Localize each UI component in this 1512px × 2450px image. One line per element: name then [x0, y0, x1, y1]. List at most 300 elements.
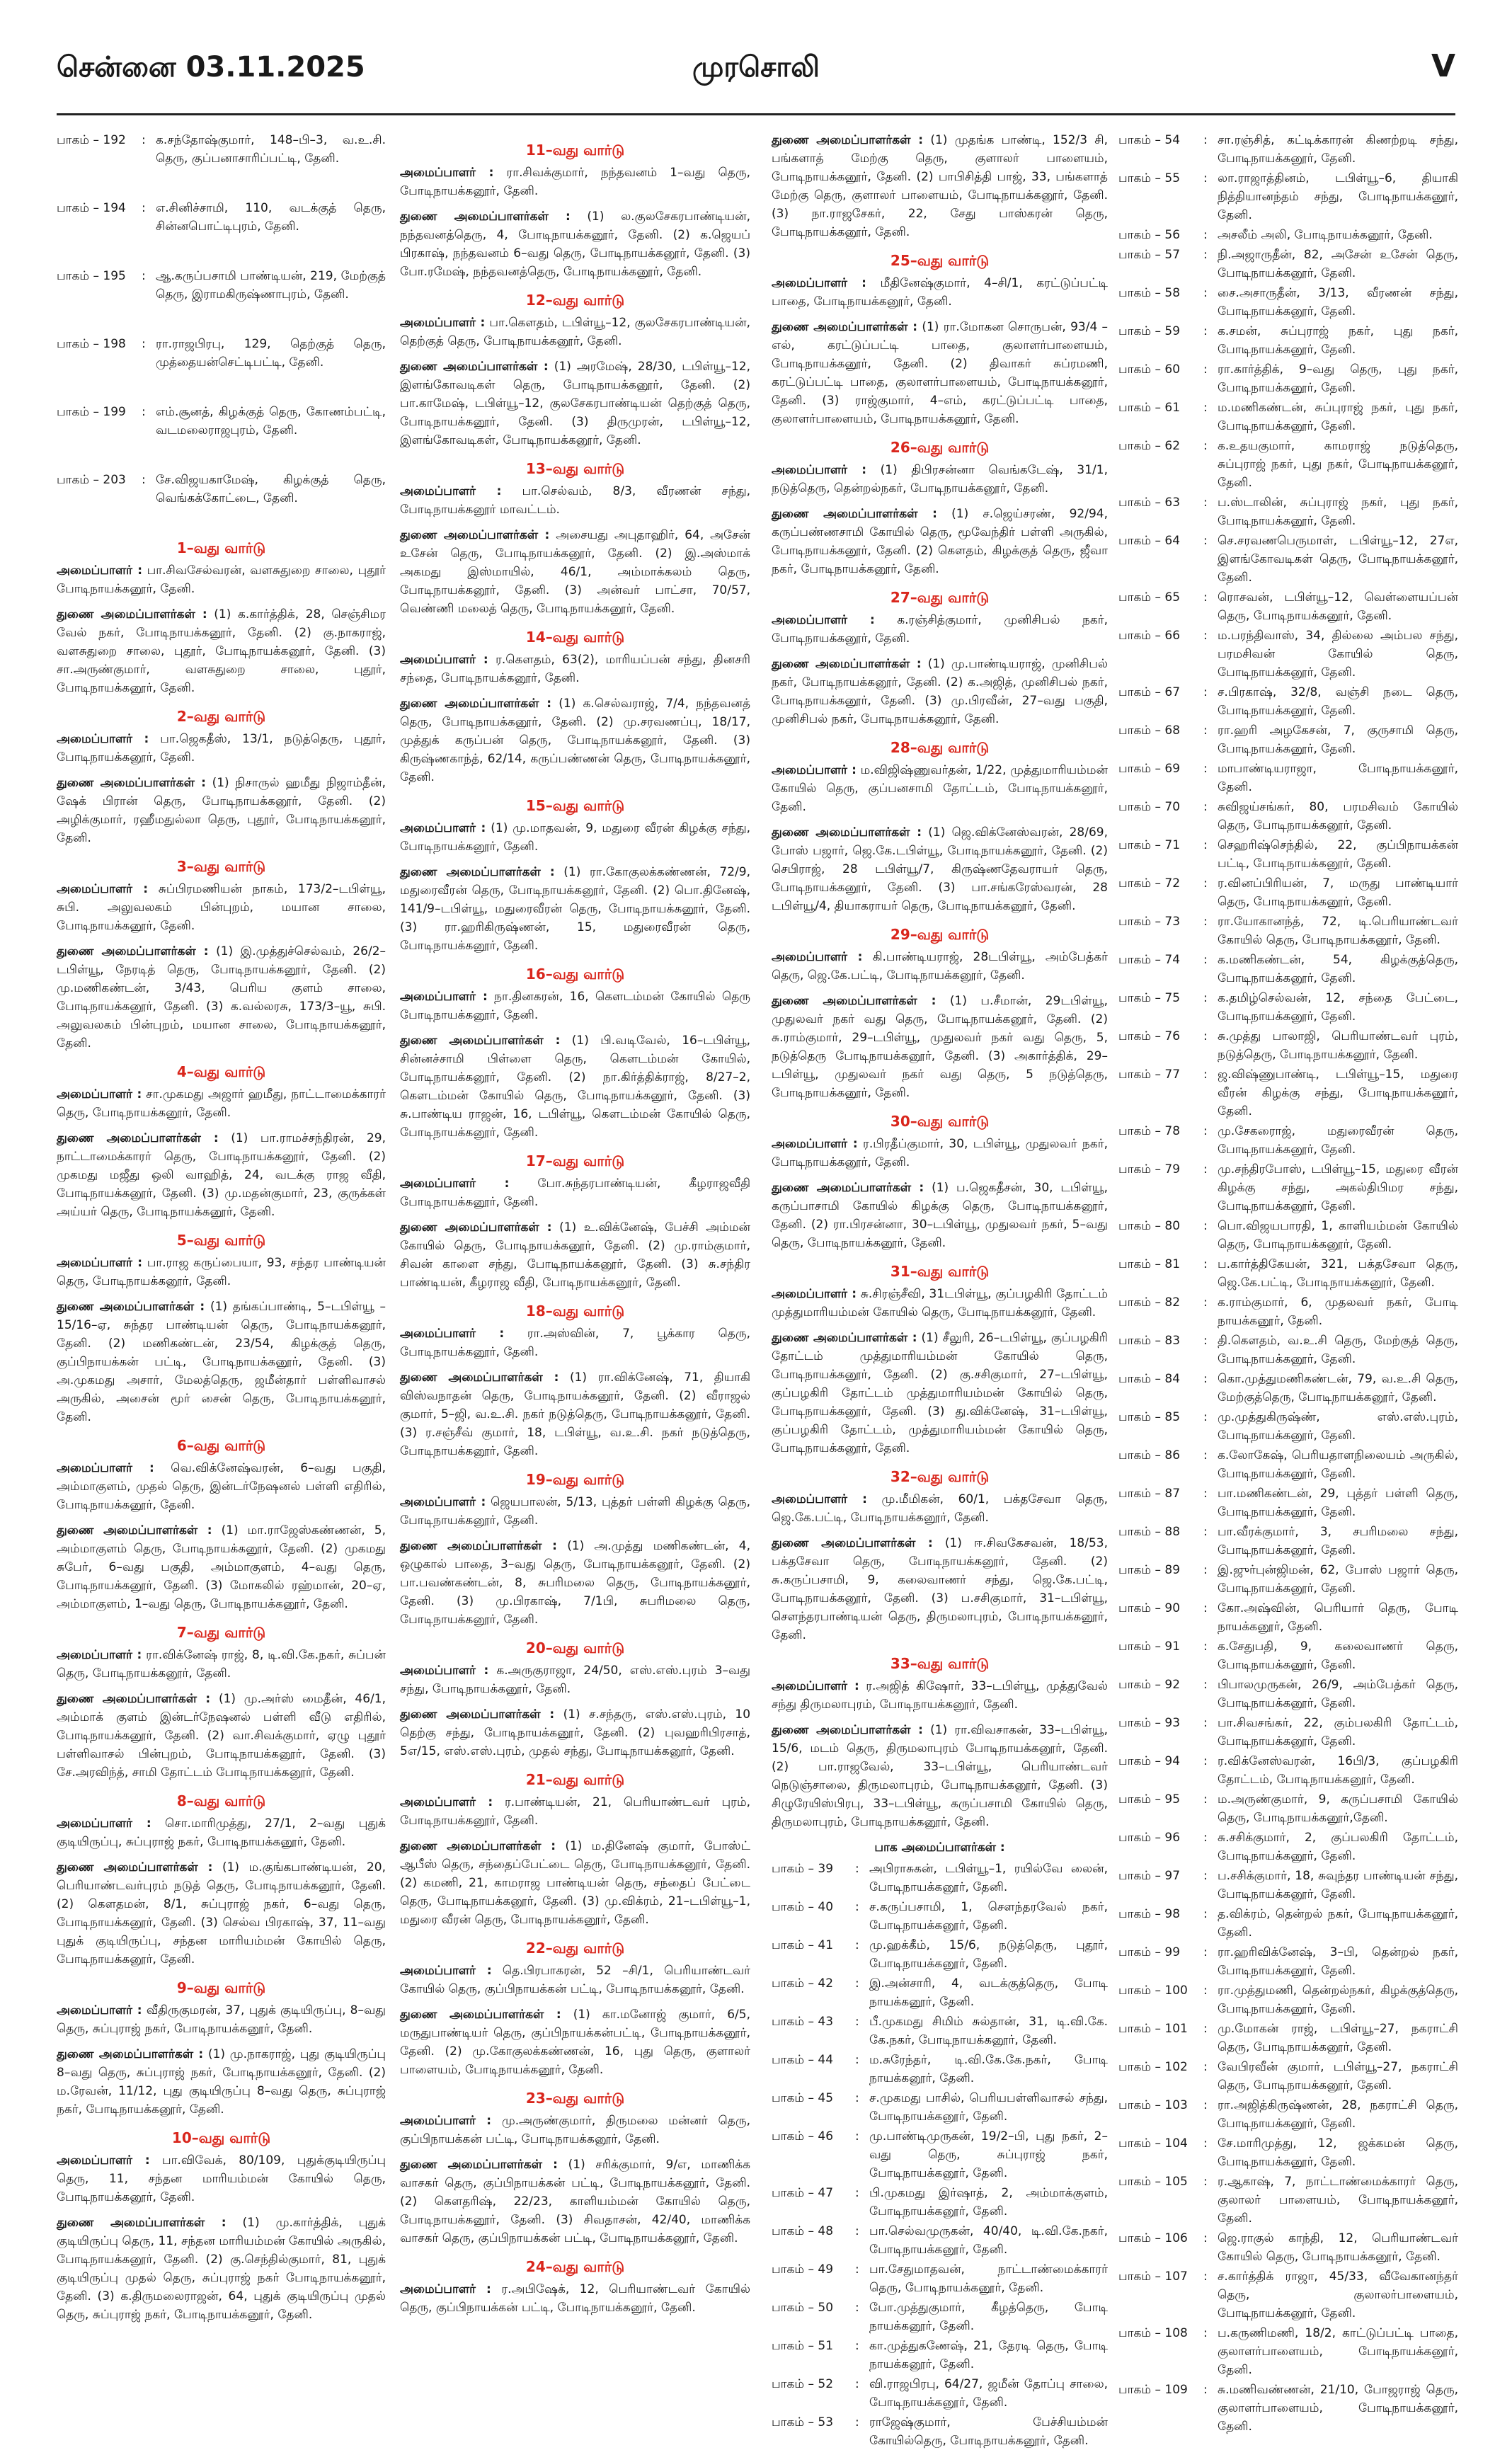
ward-heading: 7–வது வார்டு — [176, 1624, 266, 1641]
part-label: பாகம் – 45 — [772, 2091, 834, 2105]
part-colon: : — [855, 1976, 859, 1991]
part-colon: : — [1203, 991, 1208, 1005]
part-colon: : — [1203, 953, 1208, 967]
part-text: க.ராம்குமார், 6, முதலவர் நகர், போடி நாயக்கனூர், தேனி. — [1218, 1295, 1458, 1328]
ward-entry — [772, 992, 1108, 1102]
part-colon: : — [1203, 2136, 1208, 2151]
part-label: பாகம் – 94 — [1118, 1754, 1181, 1768]
part-text: ஆ.கருப்பசாமி பாண்டியன், 219, மேற்குத் தெரு, இராமகிருஷ்ணாபுரம், தேனி. — [156, 269, 386, 302]
role-label: அமைப்பாளர் : — [400, 166, 494, 180]
ward-heading: 4–வது வார்டு — [176, 1063, 266, 1080]
part-text: க.சந்தோஷ்குமார், 148–பி–3, வ.உ.சி. தெரு, குப்பனாசாரிப்பட்டி, தேனி. — [156, 133, 386, 166]
part-colon: : — [855, 2339, 859, 2353]
part-entry — [1118, 1637, 1458, 1674]
part-label: பாகம் – 93 — [1118, 1716, 1181, 1730]
role-label: துணை அமைப்பாளர்கள் : — [772, 133, 924, 147]
part-text: கொ.முத்துமணிகண்டன், 79, வ.உ.சி தெரு, மேற்குத்தெரு, போடிநாயக்கனூர், தேனி. — [1218, 1372, 1458, 1404]
member-details: பா.செல்வம், 8/3, வீரணன் சந்து, போடிநாயக்கனூர் மாவட்டம். — [400, 484, 751, 517]
part-text: ரா.முத்துமணி, தென்றல்நகர், கிழக்குத்தெரு, போடிநாயக்கனூர், தேனி. — [1218, 1984, 1458, 2016]
part-colon: : — [1203, 286, 1208, 300]
part-colon: : — [855, 2377, 859, 2391]
part-colon: : — [1203, 2231, 1208, 2245]
part-entry — [1118, 1484, 1458, 1521]
ward-heading: 30–வது வார்டு — [890, 1113, 990, 1130]
role-label: துணை அமைப்பாளர்கள் : — [57, 1523, 212, 1538]
part-label: பாகம் – 39 — [772, 1862, 834, 1876]
member-details: (1) மா.ராஜேஸ்கண்ணன், 5, அம்மாகுளம் தெரு, போடிநாயக்கனூர், தேனி. (2) முகமது சுபேர், 6–வது பகுதி, அம்மாகுளம், 4–வது தெரு, போடிநாயக்கனூர், தேனி. (3) மோகலில் ரஹ்மான், 20–ஏ, அம்மாகுளம், 1–வது தெரு, போடிநாயக்கனூர், தேனி. — [57, 1523, 386, 1611]
part-colon: : — [1203, 2175, 1208, 2189]
part-colon: : — [1203, 1029, 1208, 1043]
part-entry — [1118, 284, 1458, 321]
part-entry — [1118, 399, 1458, 435]
page-header — [0, 0, 1512, 134]
role-label: அமைப்பாளர் : — [400, 2114, 492, 2128]
member-details: மீதினேஷ்குமார், 4–சி/1, கரட்டுப்பட்டி பாதை, போடிநாயக்கனூர், தேனி. — [772, 276, 1109, 309]
part-colon: : — [1203, 248, 1208, 262]
part-colon: : — [1203, 723, 1208, 738]
part-text: க.சேதுபதி, 9, கலைவாணர் தெரு, போடிநாயக்கனூர், தேனி. — [1218, 1639, 1458, 1672]
role-label: அமைப்பாளர் : — [400, 1964, 492, 1978]
part-label: பாகம் – 99 — [1118, 1945, 1181, 1959]
part-colon: : — [1203, 1678, 1208, 1692]
part-label: பாகம் – 52 — [772, 2377, 834, 2391]
part-label: பாகம் – 41 — [772, 1938, 834, 1952]
part-label: பாகம் – 42 — [772, 1976, 834, 1991]
member-details: பா.ராஜ கருப்பையா, 93, சந்தர பாண்டியன் தெரு, போடிநாயக்கனூர், தேனி. — [57, 1256, 386, 1288]
part-colon: : — [1203, 876, 1208, 891]
part-label: பாகம் – 85 — [1118, 1410, 1181, 1424]
ward-entry — [57, 1254, 386, 1290]
part-colon: : — [1203, 1410, 1208, 1424]
role-label: அமைப்பாளர் : — [57, 1816, 151, 1831]
ward-entry — [400, 1793, 750, 1830]
ward-heading: 16–வது வார்டு — [525, 966, 625, 983]
ward-entry — [57, 1085, 386, 1122]
role-label: துணை அமைப்பாளர்கள் : — [400, 697, 552, 711]
part-entry — [1118, 1217, 1458, 1254]
part-entry — [1118, 1981, 1458, 2018]
ward-entry — [400, 819, 750, 856]
part-colon: : — [1203, 1984, 1208, 1998]
part-label: பாகம் – 56 — [1118, 228, 1181, 242]
part-text: பா.மணிகண்டன், 29, புத்தர் பள்ளி தெரு, போடிநாயக்கனூர், தேனி. — [1218, 1487, 1458, 1519]
ward-entry — [400, 2005, 750, 2079]
header-rule — [57, 113, 1455, 115]
part-label: பாகம் – 194 — [57, 201, 126, 215]
member-details: (1) ல.குலசேகரபாண்டியன், நந்தவனத்தெரு, 4, போடிநாயக்கனூர், தேனி. (2) க.ஜெயப் பிரகாஷ், நந்தவனம் 6–வது தெரு, போடிநாயக்கனூர், தேனி. (3) போ.ரமேஷ், நந்தவனத்தெரு, போடிநாயக்கனூர், தேனி. — [400, 210, 751, 279]
part-label: பாகம் – 53 — [772, 2415, 834, 2429]
part-colon: : — [1203, 1162, 1208, 1177]
part-label: பாகம் – 72 — [1118, 876, 1181, 891]
part-colon: : — [855, 2091, 859, 2105]
ward-entry — [400, 1218, 750, 1292]
ward-entry — [772, 1135, 1108, 1172]
part-text: செ.சரவணபெருமாள், டபிள்யூ–12, 27எ, இளங்கோவடிகள் தெரு, போடிநாயக்கனூர், தேனி. — [1218, 534, 1458, 585]
part-label: பாகம் – 79 — [1118, 1162, 1181, 1177]
ward-entry — [400, 1324, 750, 1361]
member-details: (1) ம.குங்கபாண்டியன், 20, பெரியாண்டவர்புரம் நடுத் தெரு, போடிநாயக்கனூர், தேனி. (2) கௌதமன், 8/1, சுப்புராஜ் நகர், 6–வது தெரு, போடிநாயக்கனூர், தேனி. (3) செல்வ பிரகாஷ், 37, 11–வது புதுக் குடியிருப்பு, சந்தன மாரியம்மன் கோயில் தெரு, போடிநாயக்கனூர், தேனி. — [57, 1860, 386, 1967]
role-label: அமைப்பாளர் : — [400, 653, 488, 667]
ward-entry — [772, 1677, 1108, 1714]
part-entry — [1118, 322, 1458, 359]
part-label: பாகம் – 65 — [1118, 590, 1181, 605]
role-label: துணை அமைப்பாளர்கள் : — [772, 994, 937, 1008]
ward-heading: 23–வது வார்டு — [525, 2090, 625, 2107]
member-details: (1) மு.நாகராஜ், புது குடியிருப்பு 8–வது தெரு, சுப்புராஜ் நகர், போடிநாயக்கனூர், தேனி. (2) ம.ரேவன், 11/12, புது குடியிருப்பு 8–வது தெரு, சுப்புராஜ் நகர், போடிநாயக்கனூர், தேனி. — [57, 2047, 386, 2117]
column-4 — [1118, 131, 1458, 2434]
ward-entry — [400, 357, 750, 450]
part-label: பாகம் – 77 — [1118, 1067, 1181, 1082]
part-text: பொ.விஜயபாரதி, 1, காளியம்மன் கோயில் தெரு, போடிநாயக்கனூர், தேனி. — [1218, 1219, 1458, 1252]
part-entry — [1118, 2324, 1458, 2379]
part-label: பாகம் – 102 — [1118, 2060, 1188, 2074]
ward-entry — [57, 774, 386, 847]
part-label: பாகம் – 63 — [1118, 496, 1181, 510]
part-colon: : — [1203, 1754, 1208, 1768]
ward-entry — [400, 1661, 750, 1698]
part-entry — [1118, 2229, 1458, 2266]
part-entry — [772, 2127, 1108, 2182]
part-label: பாகம் – 195 — [57, 269, 126, 283]
part-label: பாகம் – 81 — [1118, 1257, 1181, 1271]
part-label: பாகம் – 49 — [772, 2262, 834, 2277]
member-details: (1) ரா.விக்னேஷ், 71, தியாகி விஸ்வநாதன் தெரு, போடிநாயக்கனூர், தேனி. (2) வீராஜல் குமார், 5–ஜி, வ.உ.சி. நகர் நடுத்தெரு, போடிநாயக்கனூர், தேனி. (3) ர.சஞ்சீவ் குமார், 18, டபிள்யூ, வ.உ.சி. நகர் நடுத்தெரு, போடிநாயக்கனூர், தேனி. — [400, 1370, 751, 1458]
part-label: பாகம் – 66 — [1118, 629, 1181, 643]
part-colon: : — [142, 269, 146, 283]
role-label: அமைப்பாளர் : — [57, 2003, 142, 2017]
part-text: க.லோகேஷ், பெரியதாளநிலையம் அருகில், போடிநாயக்கனூர், தேனி. — [1218, 1448, 1458, 1481]
ward-entry — [400, 863, 750, 955]
part-label: பாகம் – 43 — [772, 2015, 834, 2029]
role-label: துணை அமைப்பாளர்கள் : — [772, 1331, 917, 1345]
part-label: பாகம் – 100 — [1118, 1984, 1188, 1998]
member-details: (1) அ.முத்து மணிகண்டன், 4, ஒழுகால் பாதை, 3–வது தெரு, போடிநாயக்கனூர், தேனி. (2) பா.பவண்கண்டன், 8, சுபரிமலை தெரு, போடிநாயக்கனூர், தேனி. (3) மு.பிரகாஷ், 7/1பி, சுபரிமலை தெரு, போடிநாயக்கனூர், தேனி. — [400, 1539, 751, 1627]
member-details: (1) மு.பாண்டியராஜ், முனிசிபல் நகர், போடிநாயக்கனூர், தேனி. (2) க.அஜித், முனிசிபல் நகர், போடிநாயக்கனூர், தேனி. (3) மு.பிரவீன், 27–வது பகுதி, முனிசிபல் நகர், போடிநாயக்கனூர், தேனி. — [772, 657, 1109, 726]
part-colon: : — [855, 2129, 859, 2143]
part-label: பாகம் – 51 — [772, 2339, 834, 2353]
part-entry — [57, 131, 386, 168]
part-text: லா.ராஜாத்தினம், டபிள்யூ–6, தியாகி நித்தியானந்தம் சந்து, போடிநாயக்கனூர், தேனி. — [1218, 171, 1458, 222]
part-colon: : — [855, 2053, 859, 2067]
ward-entry — [400, 207, 750, 281]
part-colon: : — [1203, 362, 1208, 377]
part-entry — [1118, 1828, 1458, 1865]
part-label: பாகம் – 59 — [1118, 324, 1181, 338]
part-colon: : — [1203, 590, 1208, 605]
part-label: பாகம் – 48 — [772, 2224, 834, 2238]
role-label: துணை அமைப்பாளர்கள் : — [400, 2008, 561, 2022]
member-details: (1) சரிக்குமார், 9/எ, மாணிக்க வாசகர் தெரு, குப்பிநாயக்கன் பட்டி, போடிநாயக்கனூர், தேனி. (2) கௌதரிஷ், 22/23, காளியம்மன் கோயில் தெரு, போடிநாயக்கனூர், தேனி. (3) சிவதாசன், 42/40, மாணிக்க வாசகர் தெரு, குப்பிநாயக்கன் பட்டி, போடிநாயக்கனூர், தேனி. — [400, 2158, 750, 2245]
part-text: பிபாலமுருகன், 26/9, அம்பேத்கர் தெரு, போடிநாயக்கனூர், தேனி. — [1218, 1678, 1458, 1710]
member-details: (1) சீலுரி, 26–டபிள்யூ, குப்பழகிரி தோட்டம் முத்துமாரியம்மன் கோயில் தெரு, போடிநாயக்கனூர், தேனி. (2) கு.சசிகுமார், 27–டபிள்யூ, குப்பழகிரி தோட்டம் முத்துமாரியம்மன் கோயில் தெரு, போடிநாயக்கனூர், தேனி. (3) து.விக்னேஷ், 31–டபிள்யூ, குப்பழகிரி தோட்டம், முத்துமாரியம்மன் கோயில் தெரு, போடிநாயக்கனூர், தேனி. — [772, 1331, 1109, 1455]
newspaper-title: முரசொலி — [692, 51, 820, 84]
part-text: பா.செல்வமுருகன், 40/40, டி.வி.கே.நகர், போடிநாயக்கனூர், தேனி. — [869, 2224, 1108, 2257]
part-entry — [1118, 1293, 1458, 1330]
part-entry — [1118, 360, 1458, 397]
ward-entry — [400, 1031, 750, 1142]
ward-heading: 26–வது வார்டு — [890, 439, 990, 456]
part-label: பாகம் – 106 — [1118, 2231, 1188, 2245]
part-entry — [1118, 1160, 1458, 1215]
part-text: சு.மணிவண்ணன், 21/10, போஜராஜ் தெரு, குலாளர்பாளையம், போடிநாயக்கனூர், தேனி. — [1218, 2383, 1458, 2434]
member-details: (1) ச.ஜெய்சரண், 92/94, கருப்பண்ணசாமி கோயில் தெரு, மூவேந்திர் பள்ளி அருகில், போடிநாயக்கனூர், தேனி. (2) கௌதம், கிழக்குத் தெரு, ஜீவா நகர், போடிநாயக்கனூர், தேனி. — [772, 507, 1108, 576]
part-colon: : — [142, 133, 146, 147]
part-label: பாகம் – 50 — [772, 2301, 834, 2315]
role-label: அமைப்பாளர் : — [400, 1177, 510, 1191]
role-label: அமைப்பாளர் : — [772, 1492, 867, 1506]
part-entry — [1118, 2096, 1458, 2133]
part-text: ப.ஸ்டாலின், சுப்புராஜ் நகர், புது நகர், போடிநாயக்கனூர், தேனி. — [1218, 496, 1458, 528]
role-label: துணை அமைப்பாளர்கள் : — [772, 320, 918, 334]
role-label: அமைப்பாளர் : — [400, 1795, 493, 1809]
part-entry — [772, 2375, 1108, 2412]
part-colon: : — [855, 1938, 859, 1952]
part-colon: : — [142, 337, 146, 351]
part-text: ம.பரந்திவாஸ், 34, தில்லை அம்பல சந்து, பரமசிவன் கோயில் தெரு, போடிநாயக்கனூர், தேனி. — [1218, 629, 1458, 680]
member-details: ரா.விக்னேஷ் ராஜ், 8, டி.வி.கே.நகர், சுப்பன் தெரு, போடிநாயக்கனூர், தேனி. — [57, 1648, 386, 1681]
part-text: ரா.அஜித்கிருஷ்ணன், 28, நகராட்சி தெரு, போடிநாயக்கனூர், தேனி. — [1218, 2098, 1458, 2131]
part-text: வி.ராஜபிரபு, 64/27, ஜமீன் தோப்பு சாலை, போடிநாயக்கனூர், தேனி. — [869, 2377, 1108, 2410]
role-label: துணை அமைப்பாளர்கள் : — [772, 1723, 923, 1737]
role-label: அமைப்பாளர் : — [772, 763, 857, 777]
part-label: பாகம் – 87 — [1118, 1487, 1181, 1501]
ward-entry — [772, 274, 1108, 311]
part-text: மாபாண்டியராஜா, போடிநாயக்கனூர், தேனி. — [1218, 762, 1458, 794]
ward-heading: 32–வது வார்டு — [890, 1468, 990, 1485]
part-label: பாகம் – 105 — [1118, 2175, 1188, 2189]
member-details: சொ.மாரிமுத்து, 27/1, 2–வது புதுக் குடியிருப்பு, சுப்புராஜ் நகர், போடிநாயக்கனூர், தேனி. — [57, 1816, 386, 1849]
ward-heading: 5–வது வார்டு — [176, 1232, 266, 1249]
part-entry — [1118, 1599, 1458, 1636]
part-text: பா.சேதுமாதவன், நாட்டாண்மைக்காரர் தெரு, போடிநாயக்கனூர், தேனி. — [869, 2262, 1108, 2295]
role-label: துணை அமைப்பாளர்கள் : — [400, 1370, 559, 1385]
part-text: இ.ஜுர்புன்ஜிமன், 62, போஸ் பஜார் தெரு, போடிநாயக்கனூர், தேனி. — [1218, 1563, 1458, 1596]
role-label: துணை அமைப்பாளர்கள் : — [57, 1860, 213, 1874]
member-details: அசையது அபுதாஹிர், 64, அசேன் உசேன் தெரு, போடிநாயக்கனூர், தேனி. (2) இ.அஸ்மாக் அகமது இஸ்மாயில், 46/1, அம்மாக்கலம் தெரு, போடிநாயக்கனூர், தேனி. (3) அன்வர் பாட்சா, 70/57, வெண்ணி மலைத் தெரு, போடிநாயக்கனூர், தேனி. — [400, 528, 751, 616]
ward-entry — [400, 314, 750, 350]
part-text: ரா.ஹரிவிக்னேஷ், 3–பி, தென்றல் நகர், போடிநாயக்கனூர், தேனி. — [1218, 1945, 1458, 1978]
part-text: தி.கௌதம், வ.உ.சி தெரு, மேற்குத் தெரு, போடிநாயக்கனூர், தேனி. — [1218, 1334, 1458, 1366]
part-colon: : — [1203, 1945, 1208, 1959]
ward-entry — [400, 526, 750, 618]
part-label: பாகம் – 203 — [57, 473, 126, 487]
ward-entry — [57, 2151, 386, 2206]
part-colon: : — [1203, 1907, 1208, 1921]
part-text: சை.அசாருதீன், 3/13, வீரணன் சந்து, போடிநாயக்கனூர், தேனி. — [1218, 286, 1458, 319]
member-details: (1) ச.சந்தரு, எஸ்.எஸ்.புரம், 10 தெற்கு சந்து, போடிநாயக்கனூர், தேனி. (2) புவஹரிபிரசாத், 5எ/15, எஸ்.எஸ்.புரம், முதல் சந்து, போடிநாயக்கனூர், தேனி. — [400, 1707, 751, 1758]
part-label: பாகம் – 80 — [1118, 1219, 1181, 1233]
part-entry — [1118, 989, 1458, 1026]
ward-entry — [57, 1129, 386, 1221]
part-colon: : — [1203, 1716, 1208, 1730]
part-label: பாகம் – 40 — [772, 1900, 834, 1914]
role-label: துணை அமைப்பாளர்கள் : — [57, 1692, 211, 1706]
part-label: பாகம் – 107 — [1118, 2269, 1188, 2284]
part-entry — [1118, 493, 1458, 530]
ward-entry — [400, 2280, 750, 2317]
ward-heading: 33–வது வார்டு — [890, 1655, 990, 1672]
part-colon: : — [1203, 1067, 1208, 1082]
part-text: மு.பாண்டிமுருகன், 19/2–பி, புது நகர், 2–வது தெரு, சுப்புராஜ் நகர், போடிநாயக்கனூர், தேனி. — [869, 2129, 1108, 2180]
part-label: பாகம் – 95 — [1118, 1792, 1181, 1807]
ward-heading: 27–வது வார்டு — [890, 589, 990, 606]
part-text: எம்.சூனத், கிழக்குத் தெரு, கோணம்பட்டி, வடமலைராஜபுரம், தேனி. — [156, 405, 386, 437]
part-colon: : — [1203, 838, 1208, 852]
part-text: ஜெ.ராகுல் காந்தி, 12, பெரியாண்டவர் கோயில் தெரு, போடிநாயக்கனூர், தேனி. — [1218, 2231, 1458, 2264]
ward-heading: 1–வது வார்டு — [176, 539, 266, 556]
member-details: ம.விஜிஷ்ணுவர்தன், 1/22, முத்துமாரியம்மன் கோயில் தெரு, குப்பனசாமி தோட்டம், போடிநாயக்கனூர், தேனி. — [772, 763, 1108, 814]
member-details: ரா.அஸ்வின், 7, பூக்கார தெரு, போடிநாயக்கனூர், தேனி. — [400, 1327, 751, 1359]
part-text: கா.முத்துகணேஷ், 21, தேரடி தெரு, போடி நாயக்கனூர், தேனி. — [869, 2339, 1108, 2371]
role-label: துணை அமைப்பாளர்கள் : — [400, 210, 571, 224]
part-colon: : — [1203, 800, 1208, 814]
role-label: அமைப்பாளர் : — [772, 950, 863, 964]
role-label: துணை அமைப்பாளர்கள் : — [400, 528, 550, 542]
ward-entry — [400, 1493, 750, 1530]
part-text: செஹரிஷ்செந்தில், 22, குப்பிநாயக்கன் பட்டி, போடிநாயக்கனூர், தேனி. — [1218, 838, 1458, 871]
ward-entry — [400, 1368, 750, 1460]
part-text: மு.சேகரைாஜ், மதுரைவீரன் தெரு, போடிநாயக்கனூர், தேனி. — [1218, 1124, 1458, 1157]
part-entry — [1118, 1255, 1458, 1292]
role-label: அமைப்பாளர் : — [57, 732, 149, 746]
part-text: ர.விக்னேஸ்வரன், 16பி/3, குப்பழகிரி தோட்டம், போடிநாயக்கனூர், தேனி. — [1218, 1754, 1458, 1787]
part-text: ம.மணிகண்டன், சுப்புராஜ் நகர், புது நகர், போடிநாயக்கனூர், தேனி. — [1218, 401, 1458, 433]
part-text: ப.கார்த்திகேயன், 321, பக்தசேவா தெரு, ஜெ.கே.பட்டி, போடிநாயக்கனூர், தேனி. — [1218, 1257, 1458, 1290]
ward-entry — [400, 1705, 750, 1761]
part-text: ச.முகமது பாசில், பெரியபள்ளிவாசல் சந்து, போடிநாயக்கனூர், தேனி. — [869, 2091, 1108, 2124]
role-label: துணை அமைப்பாளர்கள் : — [57, 776, 206, 790]
part-label: பாகம் – 89 — [1118, 1563, 1181, 1577]
part-label: பாகம் – 70 — [1118, 800, 1181, 814]
part-entry — [57, 267, 386, 304]
member-details: சு.சிரஞ்சீவி, 31டபிள்யூ, குப்பழகிரி தோட்டம் முத்துமாரியம்மன் கோயில் தெரு, போடிநாயக்கனூர், தேனி. — [772, 1287, 1108, 1320]
member-details: வெ.விக்னேஷ்வரன், 6–வது பகுதி, அம்மாகுளம், முதல் தெரு, இன்டர்நேஷனல் பள்ளி எதிரில், போடிநாயக்கனூர், தேனி. — [57, 1461, 386, 1512]
ward-heading: 8–வது வார்டு — [176, 1792, 266, 1809]
role-label: துணை அமைப்பாளர்கள் : — [772, 1536, 933, 1550]
ward-heading: 3–வது வார்டு — [176, 858, 266, 875]
part-entry — [1118, 721, 1458, 758]
part-label: பாகம் – 75 — [1118, 991, 1181, 1005]
role-label: துணை அமைப்பாளர்கள் : — [400, 1539, 557, 1553]
part-entry — [1118, 1370, 1458, 1407]
role-label: அமைப்பாளர் : — [400, 1327, 505, 1341]
role-label: அமைப்பாளர் : — [57, 1087, 142, 1101]
role-label: அமைப்பாளர் : — [57, 1648, 142, 1662]
member-details: வீதிருகுமரன், 37, புதுக் குடியிருப்பு, 8–வது தெரு, சுப்புராஜ் நகர், போடிநாயக்கனூர், தேனி. — [57, 2003, 386, 2036]
part-entry — [1118, 2173, 1458, 2228]
part-entry — [772, 2089, 1108, 2126]
role-label: அமைப்பாளர் : — [400, 316, 486, 330]
part-entry — [1118, 226, 1458, 244]
ward-heading: 19–வது வார்டு — [525, 1471, 625, 1488]
member-details: கி.பாண்டியராஜ், 28டபிள்யூ, அம்பேத்கர் தெரு, ஜெ.கே.பட்டி, போடிநாயக்கனூர், தேனி. — [772, 950, 1109, 983]
part-label: பாகம் – 98 — [1118, 1907, 1181, 1921]
part-colon: : — [1203, 1563, 1208, 1577]
ward-heading: 12–வது வார்டு — [525, 292, 625, 309]
part-entry — [772, 2184, 1108, 2221]
part-text: ப.கருணிமணி, 18/2, காட்டுப்பட்டி பாதை, குலாளர்பாளையம், போடிநாயக்கனூர், தேனி. — [1218, 2326, 1458, 2377]
part-entry — [772, 1936, 1108, 1973]
member-details: (1) அரமேஷ், 28/30, டபிள்யூ–12, இளங்கோவடிகள் தெரு, போடிநாயக்கனூர், தேனி. (2) பா.காமேஷ், டபிள்யூ–12, குலசேகரபாண்டியன் தெற்குத் தெரு, போடிநாயக்கனூர், தேனி. (3) திருமுரன், டபிள்யூ–12, இளங்கோவடிகள், போடிநாயக்கனூர், தேனி. — [400, 360, 751, 447]
ward-entry — [772, 1329, 1108, 1458]
role-label: அமைப்பாளர் : — [57, 1256, 143, 1270]
part-entry — [772, 2013, 1108, 2049]
part-text: மு.ஹக்கீம், 15/6, நடுத்தெரு, புதூர், போடிநாயக்கனூர், தேனி. — [869, 1938, 1108, 1971]
column-2 — [400, 131, 751, 2315]
member-details: (1) ப.சீமான், 29டபிள்யூ, முதுலவர் நகர் வது தெரு, போடிநாயக்கனூர், தேனி. (2) சு.ராம்குமார், 29–டபிள்யூ, முதுலவர் நகர் வது தெரு, 5, நடுத்தெரு போடிநாயக்கனூர், தேனி. (3) அகார்த்திக், 29–டபிள்யூ, முதுலவர் நகர் வது தெரு, 5 நடுத்தெரு, போடிநாயக்கனூர், தேனி. — [772, 994, 1108, 1100]
part-entry — [1118, 1065, 1458, 1121]
part-entry — [1118, 760, 1458, 796]
part-colon: : — [1203, 324, 1208, 338]
part-colon: : — [1203, 534, 1208, 548]
ward-entry — [400, 164, 750, 200]
part-text: சு.சசிக்குமார், 2, குப்பலகிரி தோட்டம், போடிநாயக்கனூர், தேனி. — [1218, 1831, 1458, 1863]
part-label: பாகம் – 199 — [57, 405, 126, 419]
part-entry — [1118, 1714, 1458, 1751]
role-label: துணை அமைப்பாளர்கள் : — [57, 2047, 204, 2061]
part-colon: : — [1203, 762, 1208, 776]
ward-entry — [400, 1837, 750, 1929]
part-text: சுவிஜய்சங்கர், 80, பரமசிவம் கோயில் தெரு, போடிநாயக்கனூர், தேனி. — [1218, 800, 1458, 832]
part-text: ர.வினப்பிரியன், 7, மருது பாண்டியார் தெரு, போடிநாயக்கனூர், தேனி. — [1218, 876, 1458, 909]
part-entry — [1118, 2020, 1458, 2056]
ward-heading: 25–வது வார்டு — [890, 252, 990, 269]
part-text: க.உதயகுமார், காமராஜ் நடுத்தெரு, சுப்புராஜ் நகர், புது நகர், போடிநாயக்கனூர், தேனி. — [1218, 439, 1458, 490]
part-colon: : — [1203, 2098, 1208, 2112]
part-text: வேபிரவீன் குமார், டபிள்யூ–27, நகராட்சி தெரு, போடிநாயக்கனூர், தேனி. — [1218, 2060, 1458, 2093]
role-label: அமைப்பாளர் : — [57, 1461, 154, 1475]
part-text: ச.கருப்பசாமி, 1, சௌந்தரவேல் நகர், போடிநாயக்கனூர், தேனி. — [869, 1900, 1108, 1933]
part-label: பாகம் – 108 — [1118, 2326, 1188, 2340]
ward-heading: 20–வது வார்டு — [525, 1639, 625, 1656]
role-label: துணை அமைப்பாளர்கள் : — [400, 1220, 552, 1235]
part-colon: : — [1203, 1372, 1208, 1386]
role-label: அமைப்பாளர் : — [57, 563, 142, 578]
column-3 — [772, 131, 1109, 2448]
part-colon: : — [855, 1900, 859, 1914]
member-details: (1) முதங்க பாண்டி, 152/3 சி, பங்களாத் மேற்கு தெரு, குளாலர் பாளையம், போடிநாயக்கனூர், தேனி. (2) பாபிசித்தி பாஜ், 33, பங்களாத் மேற்கு தெரு, குளாலர் பாளையம், போடிநாயக்கனூர், தேனி. (3) நா.ராஜசேகர், 22, சேது பாஸ்கரன் தெரு, போடிநாயக்கனூர், தேனி. — [772, 133, 1109, 239]
member-details: (1) ப.ஜெகதீசன், 30, டபிள்யூ, கருப்பாசாமி கோயில் கிழக்கு தெரு, போடிநாயக்கனூர், தேனி. (2) ரா.பிரசன்னா, 30–டபிள்யூ, முதுலவர் நகர், 5–வது தெரு, போடிநாயக்கனூர், தேனி. — [772, 1181, 1109, 1250]
ward-entry — [400, 694, 750, 786]
ward-entry — [772, 1534, 1108, 1644]
part-text: ரா.ராஜபிரபு, 129, தெற்குத் தெரு, முத்தையன்செட்டிபட்டி, தேனி. — [156, 337, 386, 370]
role-label: அமைப்பாளர் : — [772, 276, 866, 290]
part-entry — [1118, 798, 1458, 835]
part-label: பாகம் – 46 — [772, 2129, 834, 2143]
role-label: அமைப்பாளர் : — [400, 1495, 486, 1509]
member-details: ர.அபிஷேக், 12, பெரியாண்டவர் கோயில் தெரு, குப்பிநாயக்கன் பட்டி, போடிநாயக்கனூர், தேனி. — [400, 2282, 751, 2315]
member-details: ர.பாண்டியன், 21, பெரியாண்டவர் புரம், போடிநாயக்கனூர், தேனி. — [400, 1795, 751, 1828]
part-entry — [1118, 1561, 1458, 1598]
part-text: ராஜேஷ்குமார், பேச்சியம்மன் கோயில்தெரு, போடிநாயக்கனூர், தேனி. — [869, 2415, 1108, 2448]
part-label: பாகம் – 91 — [1118, 1639, 1181, 1654]
role-label: அமைப்பாளர் : — [772, 1679, 859, 1693]
member-details: மு.மீமிகன், 60/1, பக்தசேவா தெரு, ஜெ.கே.பட்டி, போடிநாயக்கனூர், தேனி. — [772, 1492, 1109, 1525]
ward-heading: 31–வது வார்டு — [890, 1263, 990, 1280]
part-label: பாகம் – 198 — [57, 337, 126, 351]
part-label: பாகம் – 101 — [1118, 2022, 1188, 2036]
part-colon: : — [1203, 439, 1208, 453]
part-entry — [1118, 1122, 1458, 1159]
role-label: துணை அமைப்பாளர்கள் : — [400, 360, 549, 374]
part-entry — [1118, 912, 1458, 949]
role-label: துணை அமைப்பாளர்கள் : — [772, 507, 937, 521]
part-entry — [772, 2222, 1108, 2259]
ward-entry — [57, 880, 386, 935]
role-label: துணை அமைப்பாளர்கள் : — [57, 607, 207, 622]
part-colon: : — [1203, 1257, 1208, 1271]
ward-entry — [772, 1490, 1108, 1527]
